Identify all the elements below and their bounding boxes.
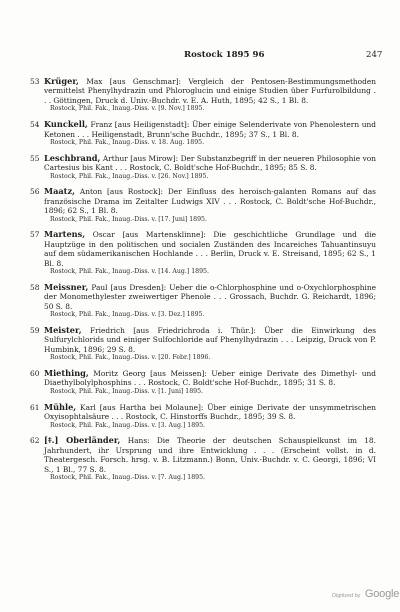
dissertation-note: Rostock, Phil. Fak., Inaug.-Diss. v. [17. Juni] 1895. <box>50 215 207 223</box>
dissertation-note: Rostock, Phil. Fak., Inaug.-Diss. v. [3. Dez.] 1895. <box>50 311 205 319</box>
author-name: [ǂ.] Oberländer, <box>44 435 121 446</box>
dissertation-note: Rostock, Phil. Fak., Inaug.-Diss. v. [1. Juni] 1895. <box>50 387 204 395</box>
author-name: Martens, <box>44 229 86 240</box>
dissertation-note: Rostock, Phil. Fak., Inaug.-Diss. v. [14. Aug.] 1895. <box>50 268 209 276</box>
bibliography-entry <box>30 187 376 224</box>
entry-text: Karl [aus Hartha bei Molaune]: Über einige Derivate der unsymmetrischen Oxyisophtalsäure . . . Rostock, C. Hinstorffs Buchdr., 1895; 39 S. 8. <box>44 402 376 422</box>
bibliography-entry <box>30 369 376 396</box>
author-name: Mühle, <box>44 401 77 412</box>
google-logo-text: Google <box>364 588 400 600</box>
author-name: Leschbrand, <box>44 152 101 163</box>
running-title: Rostock 1895 96 <box>184 50 265 60</box>
entry-number: 59 <box>30 325 40 335</box>
entry-text: Max [aus Genschmar]: Vergleich der Pentosen-Bestimmungsmethoden vermittelst Phenylhydrazin und Phloroglucin und einige Studien über Furfurolbildung . . . Göttingen, Druck d. Univ.-Buchdr. v. E. A. Huth, 1895; 42 S., 1 Bl. 8. <box>44 77 376 105</box>
author-name: Meister, <box>44 324 82 335</box>
entry-number: 60 <box>30 368 40 378</box>
bibliography-entry <box>30 403 376 430</box>
author-name: Maatz, <box>44 186 75 197</box>
digitized-by-google-watermark <box>332 584 399 602</box>
bibliography-entry <box>30 230 376 276</box>
dissertation-note: Rostock, Phil. Fak., Inaug.-Diss. v. [3. Aug.] 1895. <box>50 421 205 429</box>
entry-text: Friedrich [aus Friedrichroda i. Thür.]: Über die Einwirkung des Sulfurylchlorids und einiger Sulfochloride auf Phenylhydrazin . . . Leipzig, Druck von P. Humbink, 1896; 29 S. 8. <box>44 325 376 354</box>
dissertation-note: Rostock, Phil. Fak., Inaug.-Diss. v. 18. Aug. 1895. <box>50 138 205 146</box>
author-name: Meissner, <box>44 281 89 292</box>
entry-number: 55 <box>30 153 40 163</box>
bibliography-entry <box>30 436 376 482</box>
page-header <box>0 50 400 64</box>
entry-text: Hans: Die Theorie der deutschen Schauspielkunst im 18. Jahrhundert, ihr Ursprung und ihre Entwicklung . . . (Erscheint vollst. in d. Theatergesch. Forsch. hrsg. v. B. Litzmann.) Bonn, Univ.-Buchdr. v. C. Georgi, 1896; VI S., 1 Bl., 77 S. 8. <box>44 436 376 474</box>
entry-text: Moritz Georg [aus Meissen]: Ueber einige Derivate des Dimethyl- und Diaethylbolylphosphins . . . Rostock, C. Boldt'sche Hof-Buchdr., 1895; 31 S. 8. <box>44 368 376 388</box>
entry-text: Franz [aus Heiligenstadt]: Über einige Selenderivate von Phenolestern und Ketonen . . . Heiligenstadt, Brunn'sche Buchdr., 1895; 37 S., 1 Bl. 8. <box>44 120 376 139</box>
author-name: Krüger, <box>44 76 79 86</box>
dissertation-note: Rostock, Phil. Fak., Inaug.-Diss. v. [26. Nov.] 1895. <box>50 172 209 180</box>
entry-number: 61 <box>30 402 40 412</box>
entry-text: Arthur [aus Mirow]: Der Substanzbegriff in der neueren Philosophie von Cartesius bis Kant . . . Rostock, C. Boldt'sche Hof-Buchdr., 1895; 85 S. 8. <box>44 153 376 173</box>
entry-number: 58 <box>30 282 40 292</box>
page-number: 247 <box>366 50 383 60</box>
watermark-prefix: Digitized by <box>332 593 361 599</box>
entry-number: 56 <box>30 187 40 197</box>
entry-text: Anton [aus Rostock]: Der Einfluss des heroisch-galanten Romans auf das französische Drama im Zeitalter Ludwigs XIV . . . Rostock, C. Boldt'sche Hof-Buchdr., 1896; 62 S., 1 Bl. 8. <box>44 187 376 216</box>
dissertation-note: Rostock, Phil. Fak., Inaug.-Diss. v. [20. Febr.] 1896. <box>50 354 211 362</box>
bibliography-entry <box>30 77 376 114</box>
author-name: Miething, <box>44 367 89 378</box>
bibliography-entries <box>30 77 376 489</box>
entry-number: 57 <box>30 230 40 240</box>
dissertation-note: Rostock, Phil. Fak., Inaug.-Diss. v. [9. Nov.] 1895. <box>50 105 205 113</box>
entry-text: Oscar [aus Martensklinne]: Die geschichtliche Grundlage und die Hauptzüge in den politischen und socialen Zuständen des Incareiches Tahuantinsuyu auf dem südamerikanischen Hochlande . . . Berlin, Druck v. E. Streisand, 1895; 62 S., 1 Bl. 8. <box>44 230 376 268</box>
entry-number: 62 <box>30 436 40 446</box>
dissertation-note: Rostock, Phil. Fak., Inaug.-Diss. v. [7. Aug.] 1895. <box>50 474 205 482</box>
entry-number: 53 <box>30 77 40 86</box>
entry-number: 54 <box>30 120 40 130</box>
bibliography-entry <box>30 120 376 147</box>
bibliography-entry <box>30 283 376 320</box>
author-name: Kunckell, <box>44 119 88 130</box>
bibliography-entry <box>30 326 376 363</box>
entry-text: Paul [aus Dresden]: Ueber die o-Chlorphosphine und o-Oxychlorphosphine der Monomethylester zweiwertiger Phenole . . . Grossach, Buchdr. G. Reichardt, 1896; 50 S. 8. <box>44 282 376 311</box>
bibliography-entry <box>30 154 376 181</box>
